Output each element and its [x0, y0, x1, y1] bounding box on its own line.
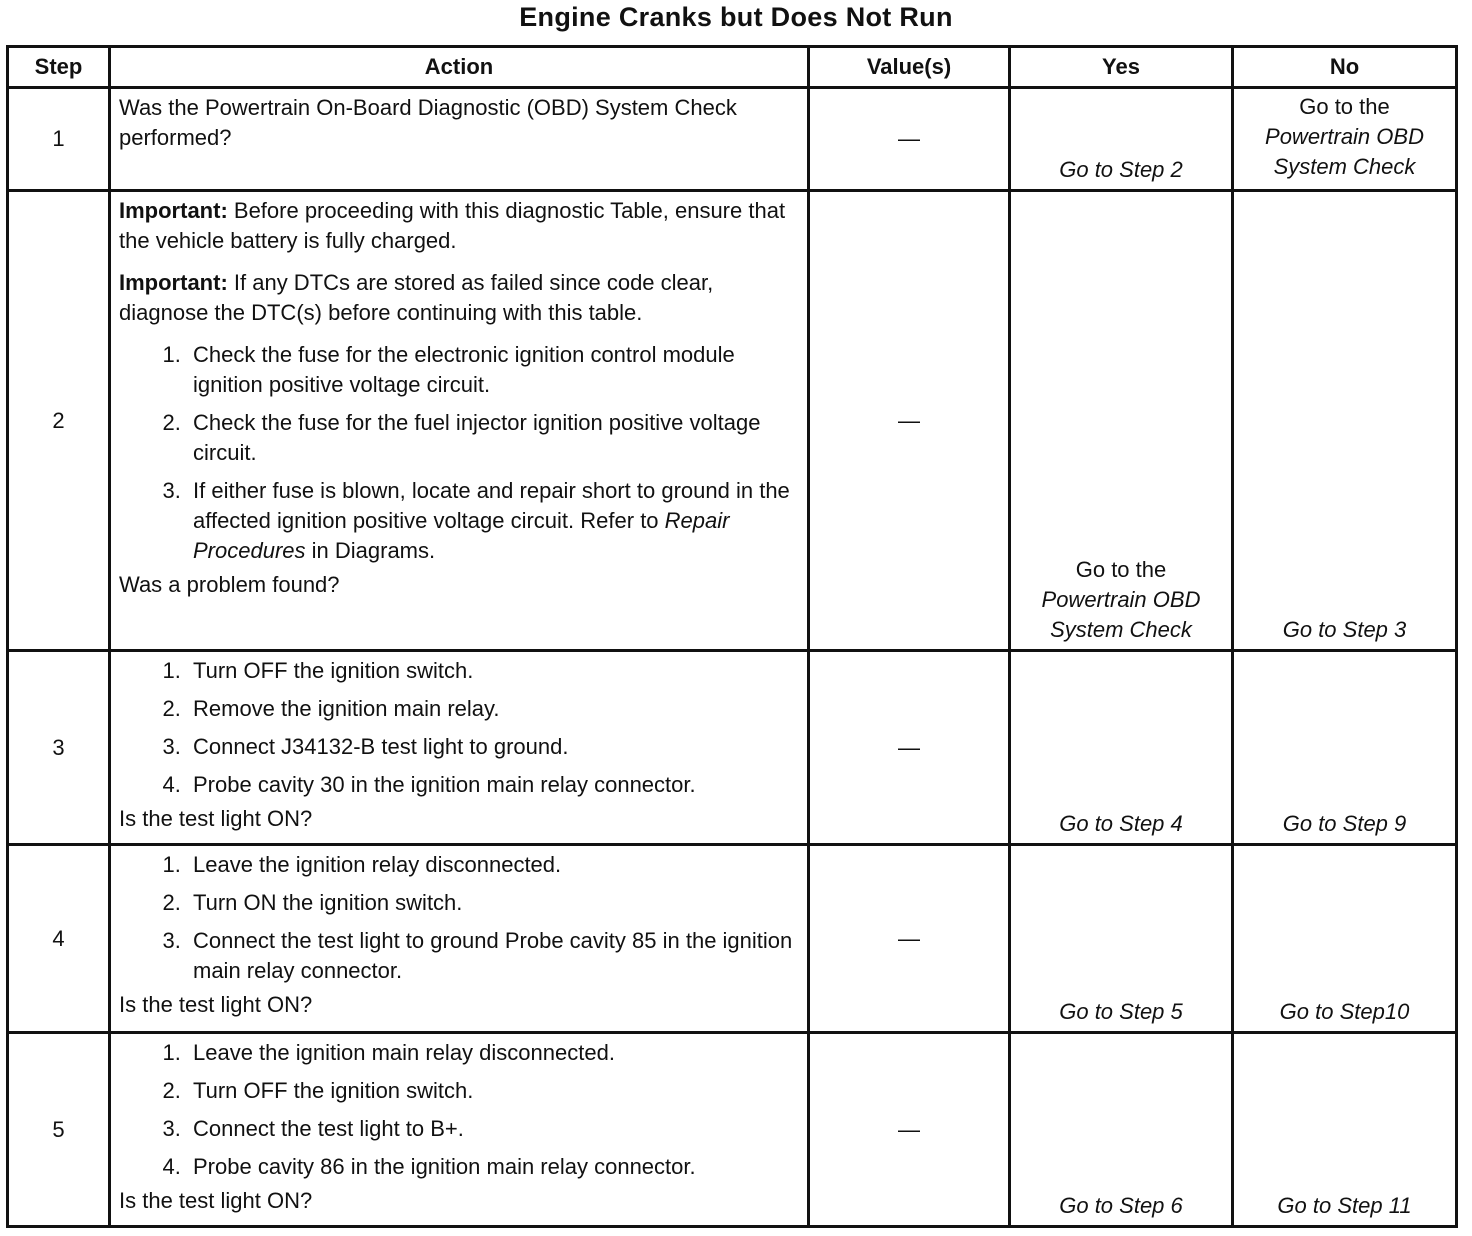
yes-link[interactable]: Go to Step 6 — [1010, 1033, 1233, 1227]
question-text: Is the test light ON? — [119, 1188, 313, 1213]
list-item: 2. Check the fuse for the fuel injector ignition positive voltage circuit. — [187, 408, 801, 468]
step-number: 2 — [8, 191, 110, 651]
important-label: Important: — [119, 198, 228, 223]
header-step: Step — [8, 47, 110, 88]
yes-link[interactable]: Go to Step 5 — [1010, 845, 1233, 1033]
list-item-text: If either fuse is blown, locate and repair short to ground in the affected ignition positive voltage circuit. — [193, 478, 790, 533]
list-item: 1. Leave the ignition relay disconnected. — [187, 850, 801, 880]
no-link[interactable]: Go to Step10 — [1233, 845, 1457, 1033]
list-item: 4. Probe cavity 30 in the ignition main relay connector. — [187, 770, 801, 800]
important-label: Important: — [119, 270, 228, 295]
no-prefix: Go to the — [1299, 94, 1390, 119]
header-values: Value(s) — [809, 47, 1010, 88]
yes-cell — [1010, 191, 1233, 651]
list-item: 3. Connect the test light to B+. — [187, 1114, 801, 1144]
value-cell: — — [809, 651, 1010, 845]
yes-prefix: Go to the — [1075, 557, 1167, 582]
no-link[interactable]: Powertrain OBD System Check — [1265, 124, 1424, 179]
table-row — [8, 191, 1457, 651]
no-link[interactable]: Go to Step 11 — [1233, 1033, 1457, 1227]
step-number: 1 — [8, 88, 110, 191]
step-number: 5 — [8, 1033, 110, 1227]
table-row — [8, 1033, 1457, 1227]
action-list — [119, 340, 801, 566]
value-cell: — — [809, 191, 1010, 651]
yes-link[interactable]: Go to Step 4 — [1010, 651, 1233, 845]
value-cell: — — [809, 88, 1010, 191]
table-row — [8, 651, 1457, 845]
refer-suffix: in Diagrams. — [311, 538, 436, 563]
no-link[interactable]: Go to Step 3 — [1233, 191, 1457, 651]
action-list — [119, 656, 801, 800]
action-cell — [110, 1033, 809, 1227]
table-row — [8, 845, 1457, 1033]
question-text: Was the Powertrain On-Board Diagnostic (OBD) System Check performed? — [119, 95, 737, 150]
important-note — [119, 196, 801, 256]
page-title: Engine Cranks but Does Not Run — [519, 2, 953, 32]
no-link[interactable]: Go to Step 9 — [1233, 651, 1457, 845]
important-note — [119, 268, 801, 328]
list-item: 3. Connect the test light to ground Probe cavity 85 in the ignition main relay connector. — [187, 926, 801, 986]
list-item: 2. Remove the ignition main relay. — [187, 694, 801, 724]
list-item: 1. Check the fuse for the electronic ignition control module ignition positive voltage circuit. — [187, 340, 801, 400]
repair-procedures-link[interactable]: Repair Procedures — [193, 508, 730, 563]
action-cell — [110, 191, 809, 651]
list-item: 4. Probe cavity 86 in the ignition main relay connector. — [187, 1152, 801, 1182]
action-list — [119, 850, 801, 986]
list-item: 1. Turn OFF the ignition switch. — [187, 656, 801, 686]
header-action: Action — [110, 47, 809, 88]
action-list — [119, 1038, 801, 1182]
list-item: 1. Leave the ignition main relay disconnected. — [187, 1038, 801, 1068]
list-item: 2. Turn OFF the ignition switch. — [187, 1076, 801, 1106]
yes-link[interactable]: Powertrain OBD System Check — [1041, 587, 1201, 642]
important-text: If any DTCs are stored as failed since code clear, diagnose the DTC(s) before continuing with this table. — [119, 270, 714, 325]
action-cell — [110, 88, 809, 191]
step-number: 4 — [8, 845, 110, 1033]
no-cell — [1233, 88, 1457, 191]
question-text: Is the test light ON? — [119, 992, 313, 1017]
table-row — [8, 88, 1457, 191]
step-number: 3 — [8, 651, 110, 845]
list-item: 2. Turn ON the ignition switch. — [187, 888, 801, 918]
question-text: Is the test light ON? — [119, 806, 313, 831]
action-cell — [110, 845, 809, 1033]
yes-link[interactable]: Go to Step 2 — [1010, 88, 1233, 191]
action-cell — [110, 651, 809, 845]
important-text: Before proceeding with this diagnostic Table, ensure that the vehicle battery is fully charged. — [119, 198, 786, 253]
list-item: 3. Connect J34132-B test light to ground. — [187, 732, 801, 762]
header-yes: Yes — [1010, 47, 1233, 88]
refer-prefix: Refer to — [580, 508, 659, 533]
list-item — [187, 476, 801, 566]
value-cell: — — [809, 1033, 1010, 1227]
header-no: No — [1233, 47, 1457, 88]
value-cell: — — [809, 845, 1010, 1033]
question-text: Was a problem found? — [119, 572, 340, 597]
diagnostic-table — [6, 45, 1458, 1228]
header-row — [8, 47, 1457, 88]
